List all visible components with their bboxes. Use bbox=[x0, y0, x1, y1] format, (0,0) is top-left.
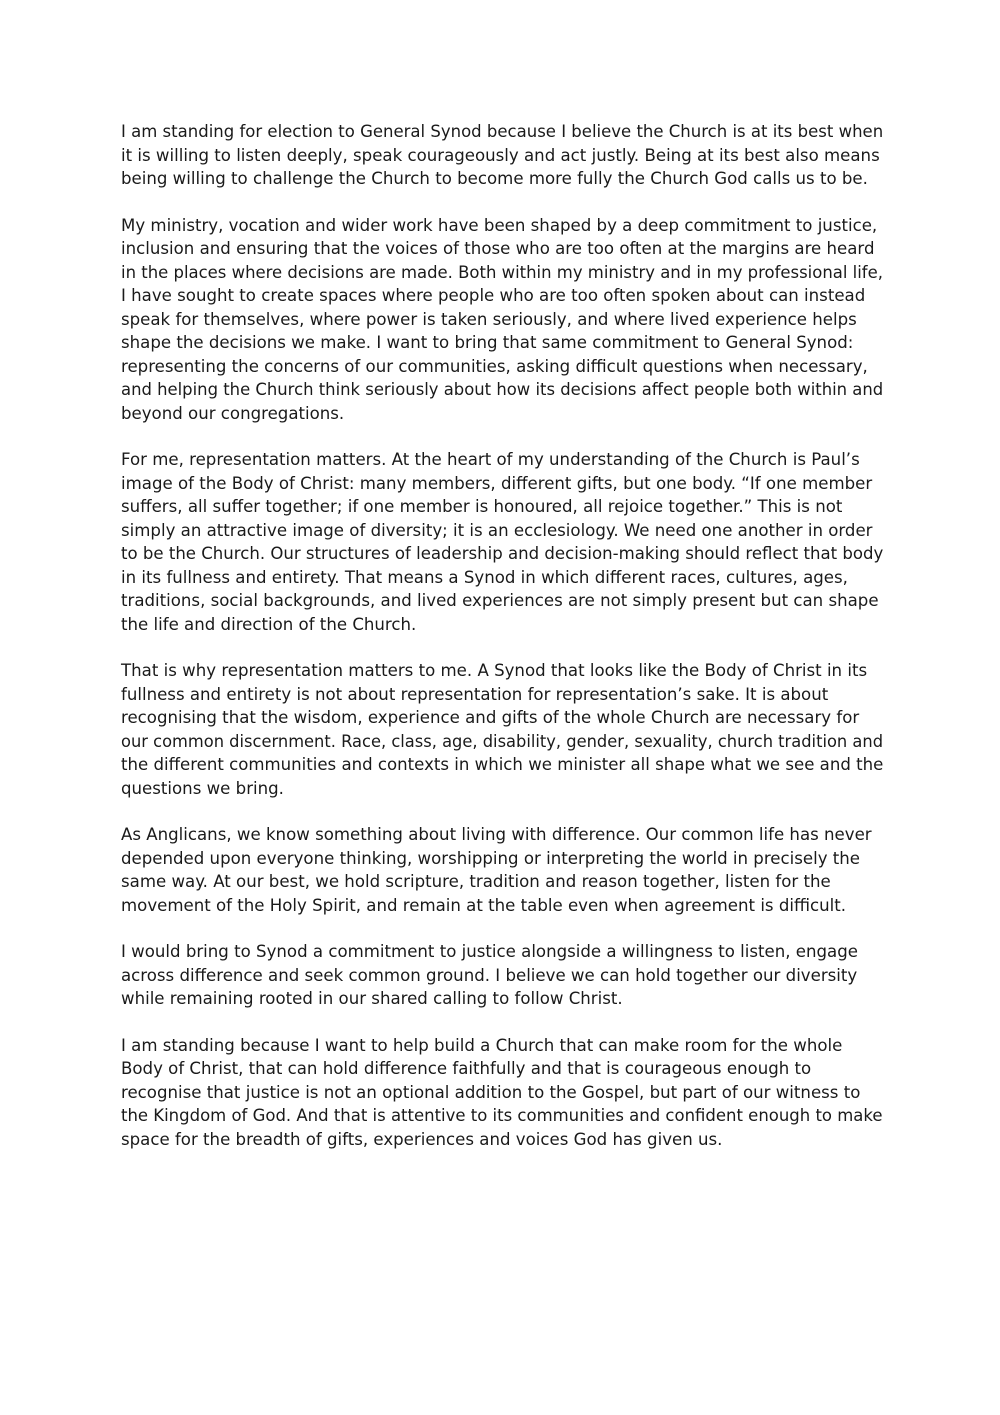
paragraph-line: shape the decisions we make. I want to bring that same commitment to General Synod: bbox=[121, 333, 854, 352]
paragraph-line: As Anglicans, we know something about living with difference. Our common life has never bbox=[121, 825, 872, 844]
paragraph-line: recognising that the wisdom, experience and gifts of the whole Church are necessary for bbox=[121, 708, 860, 727]
paragraph-line: our common discernment. Race, class, age, disability, gender, sexuality, church tradition and bbox=[121, 731, 884, 751]
paragraph-line: questions we bring. bbox=[121, 778, 284, 798]
paragraph-line: I have sought to create spaces where people who are too often spoken about can instead bbox=[121, 286, 866, 305]
paragraph bbox=[121, 1034, 883, 1152]
paragraph-line: across difference and seek common ground. I believe we can hold together our diversity bbox=[121, 965, 858, 985]
paragraph-line: representing the concerns of our communities, asking difficult questions when necessary, bbox=[121, 356, 868, 376]
paragraph-line: I would bring to Synod a commitment to justice alongside a willingness to listen, engage bbox=[121, 942, 858, 961]
paragraph-line: space for the breadth of gifts, experiences and voices God has given us. bbox=[121, 1129, 723, 1149]
paragraph-line: the Kingdom of God. And that is attentive to its communities and confident enough to make bbox=[121, 1106, 883, 1125]
document-body bbox=[121, 120, 883, 1174]
paragraph-line: in its fullness and entirety. That means a Synod in which different races, cultures, ages, bbox=[121, 567, 848, 587]
paragraph-line: suffers, all suffer together; if one member is honoured, all rejoice together.” This is not bbox=[121, 497, 843, 516]
paragraph-line: movement of the Holy Spirit, and remain at the table even when agreement is difficult. bbox=[121, 895, 847, 915]
paragraph-line: and helping the Church think seriously about how its decisions affect people both within and bbox=[121, 380, 884, 399]
paragraph-line: I am standing because I want to help build a Church that can make room for the whole bbox=[121, 1035, 843, 1055]
paragraph-line: beyond our congregations. bbox=[121, 403, 345, 423]
paragraph-line: simply an attractive image of diversity; it is an ecclesiology. We need one another in order bbox=[121, 520, 873, 540]
paragraph-line: My ministry, vocation and wider work have been shaped by a deep commitment to justice, bbox=[121, 215, 878, 235]
paragraph bbox=[121, 659, 883, 800]
paragraph-line: while remaining rooted in our shared calling to follow Christ. bbox=[121, 989, 623, 1008]
paragraph-line: For me, representation matters. At the heart of my understanding of the Church is Paul’s bbox=[121, 450, 860, 469]
paragraph bbox=[121, 448, 883, 636]
paragraph bbox=[121, 940, 883, 1011]
paragraph-line: recognise that justice is not an optional addition to the Gospel, but part of our witness to bbox=[121, 1082, 861, 1102]
paragraph-line: fullness and entirety is not about representation for representation’s sake. It is about bbox=[121, 684, 829, 704]
paragraph-line: image of the Body of Christ: many members, different gifts, but one body. “If one member bbox=[121, 473, 873, 493]
paragraph-line: same way. At our best, we hold scripture, tradition and reason together, listen for the bbox=[121, 872, 831, 891]
paragraph-line: traditions, social backgrounds, and lived experiences are not simply present but can shape bbox=[121, 591, 879, 610]
paragraph-line: I am standing for election to General Synod because I believe the Church is at its best when bbox=[121, 122, 884, 141]
paragraph-line: being willing to challenge the Church to become more fully the Church God calls us to be. bbox=[121, 169, 868, 188]
paragraph-line: That is why representation matters to me. A Synod that looks like the Body of Christ in its bbox=[121, 661, 868, 680]
paragraph bbox=[121, 823, 883, 917]
paragraph bbox=[121, 214, 883, 426]
paragraph-line: Body of Christ, that can hold difference faithfully and that is courageous enough to bbox=[121, 1059, 812, 1078]
paragraph-line: depended upon everyone thinking, worshipping or interpreting the world in precisely the bbox=[121, 848, 861, 868]
paragraph-line: in the places where decisions are made. Both within my ministry and in my professional life, bbox=[121, 262, 883, 282]
paragraph-line: the different communities and contexts in which we minister all shape what we see and the bbox=[121, 755, 884, 774]
paragraph-line: the life and direction of the Church. bbox=[121, 614, 417, 634]
paragraph-line: speak for themselves, where power is taken seriously, and where lived experience helps bbox=[121, 309, 857, 329]
paragraph-line: inclusion and ensuring that the voices of those who are too often at the margins are heard bbox=[121, 239, 875, 258]
paragraph bbox=[121, 120, 883, 191]
paragraph-line: it is willing to listen deeply, speak courageously and act justly. Being at its best also means bbox=[121, 145, 880, 165]
paragraph-line: to be the Church. Our structures of leadership and decision-making should reflect that body bbox=[121, 544, 884, 563]
